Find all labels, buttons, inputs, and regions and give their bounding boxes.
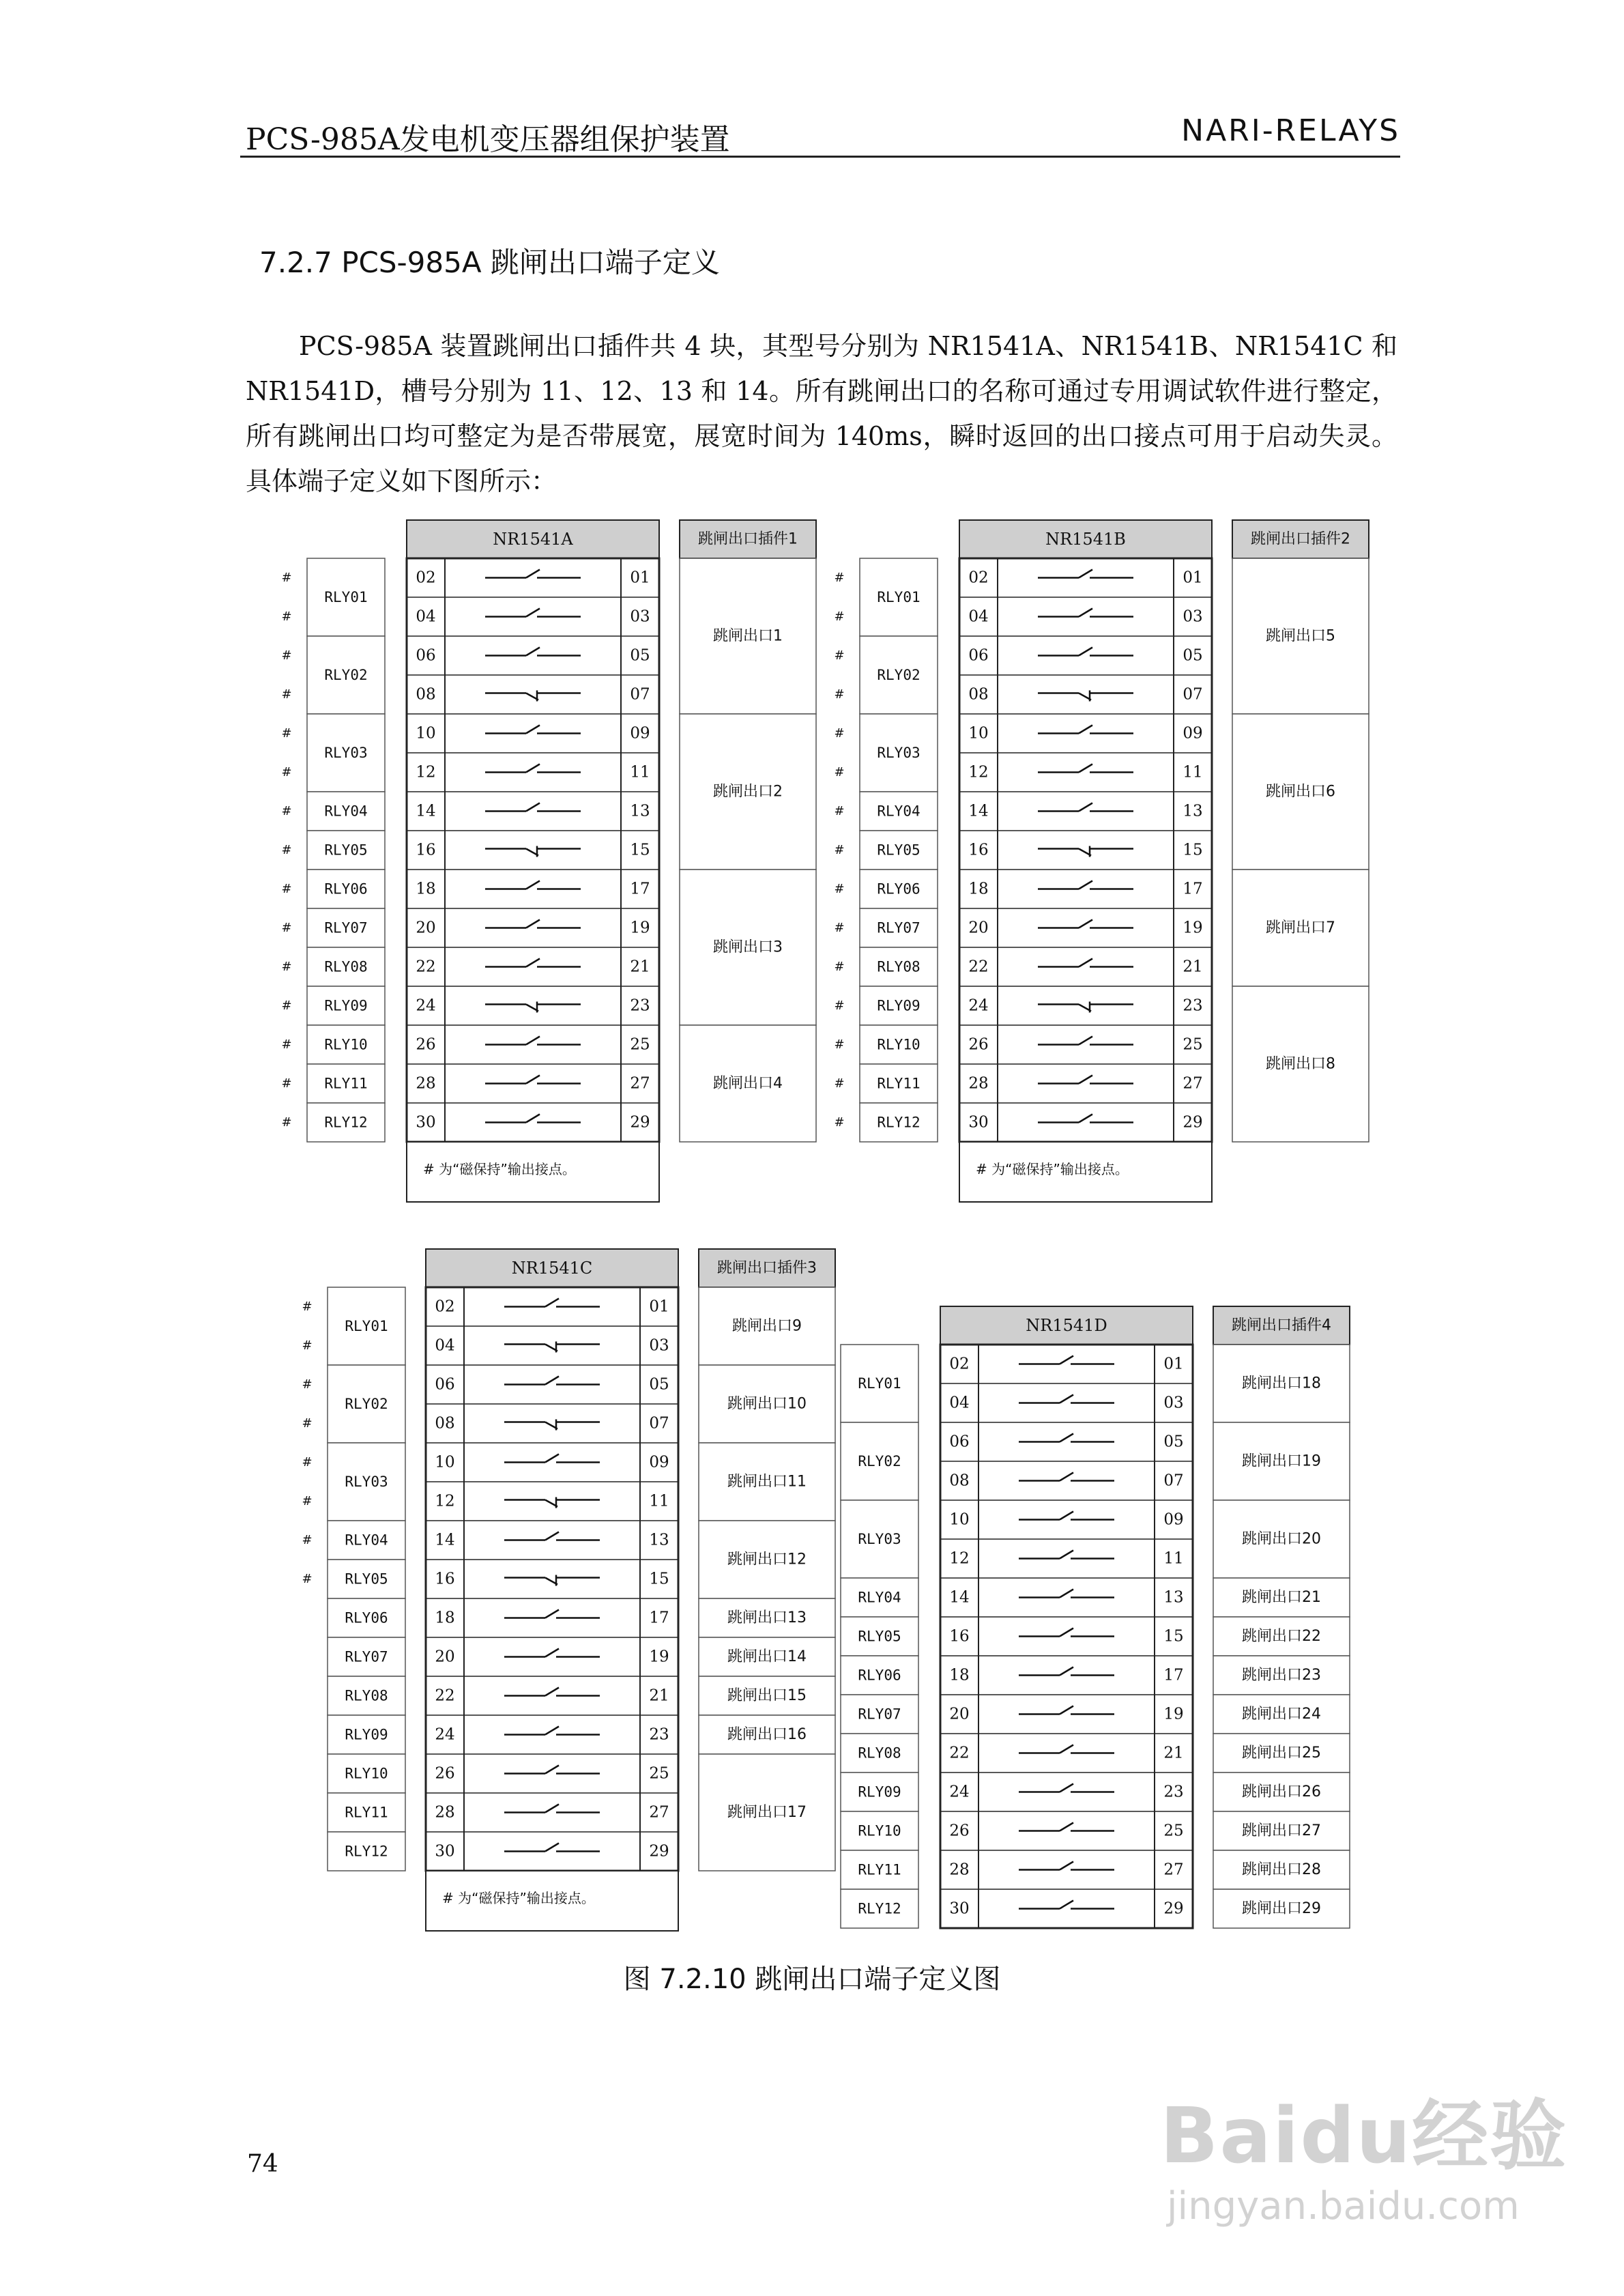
- terminal-right-number: 19: [1163, 1705, 1184, 1723]
- terminal-right-number: 09: [1183, 724, 1203, 743]
- terminal-right-number: 29: [649, 1842, 669, 1861]
- output-label: 跳闸出口6: [1266, 783, 1335, 801]
- relay-label: RLY05: [858, 1628, 901, 1645]
- magnetic-latch-hash: #: [834, 1037, 845, 1052]
- terminal-right-number: 25: [649, 1764, 669, 1783]
- terminal-right-number: 11: [1163, 1549, 1184, 1568]
- relay-label: RLY01: [858, 1375, 901, 1392]
- output-label: 跳闸出口22: [1242, 1628, 1321, 1645]
- magnetic-latch-hash: #: [281, 960, 292, 974]
- terminal-left-number: 08: [949, 1472, 970, 1490]
- terminal-right-number: 27: [1163, 1861, 1184, 1879]
- output-label: 跳闸出口26: [1242, 1783, 1321, 1800]
- relay-label: RLY11: [345, 1804, 388, 1821]
- magnetic-latch-hash: #: [302, 1455, 313, 1469]
- terminal-right-number: 29: [630, 1113, 650, 1132]
- terminal-right-number: 25: [1163, 1822, 1184, 1840]
- relay-label: RLY07: [858, 1706, 901, 1723]
- relay-label: RLY09: [858, 1783, 901, 1800]
- relay-label: RLY07: [877, 919, 920, 936]
- relay-label: RLY08: [877, 958, 920, 975]
- terminal-right-number: 11: [1183, 763, 1203, 781]
- magnetic-latch-hash: #: [834, 648, 845, 663]
- relay-label: RLY01: [345, 1318, 388, 1334]
- magnetic-latch-hash: #: [302, 1338, 313, 1353]
- magnetic-latch-hash: #: [834, 687, 845, 702]
- output-label: 跳闸出口9: [732, 1317, 802, 1335]
- terminal-left-number: 24: [416, 996, 436, 1015]
- plugin-title: 跳闸出口插件4: [1232, 1317, 1331, 1334]
- terminal-right-number: 15: [630, 841, 650, 859]
- output-label: 跳闸出口12: [727, 1551, 807, 1568]
- board-model-label: NR1541C: [511, 1259, 593, 1278]
- terminal-left-number: 26: [949, 1822, 970, 1840]
- terminal-right-number: 25: [630, 1035, 650, 1054]
- terminal-left-number: 18: [416, 880, 436, 898]
- terminal-left-number: 20: [435, 1648, 455, 1666]
- relay-label: RLY10: [858, 1822, 901, 1839]
- relay-label: RLY03: [858, 1531, 901, 1547]
- terminal-left-number: 16: [416, 841, 436, 859]
- terminal-left-number: 02: [968, 569, 989, 587]
- relay-label: RLY11: [324, 1075, 368, 1092]
- terminal-right-number: 11: [630, 763, 650, 781]
- terminal-left-number: 24: [968, 996, 989, 1015]
- relay-label: RLY05: [345, 1570, 388, 1588]
- magnetic-latch-hash: #: [834, 921, 845, 935]
- terminal-right-number: 19: [1183, 919, 1203, 937]
- terminal-left-number: 16: [949, 1627, 970, 1646]
- terminal-right-number: 23: [649, 1725, 669, 1744]
- terminal-left-number: 04: [416, 607, 436, 626]
- magnetic-latch-hash: #: [302, 1377, 313, 1392]
- terminal-left-number: 26: [435, 1764, 455, 1783]
- terminal-left-number: 06: [416, 646, 436, 665]
- magnetic-latch-hash: #: [302, 1494, 313, 1508]
- terminal-left-number: 06: [435, 1375, 455, 1394]
- terminal-right-number: 25: [1183, 1035, 1203, 1054]
- output-label: 跳闸出口14: [727, 1648, 807, 1665]
- terminal-left-number: 02: [435, 1297, 455, 1316]
- magnetic-latch-hash: #: [281, 726, 292, 741]
- magnetic-latch-hash: #: [281, 1115, 292, 1130]
- board-model-label: NR1541B: [1045, 530, 1126, 549]
- terminal-left-number: 10: [416, 724, 436, 743]
- magnetic-latch-hash: #: [302, 1533, 313, 1547]
- terminal-right-number: 05: [1163, 1433, 1184, 1451]
- magnetic-latch-hash: #: [834, 609, 845, 624]
- terminal-left-number: 30: [416, 1113, 436, 1132]
- terminal-left-number: 28: [435, 1803, 455, 1822]
- header-title: PCS-985A发电机变压器组保护装置: [246, 122, 730, 157]
- relay-label: RLY07: [345, 1648, 388, 1665]
- terminal-left-number: 24: [435, 1725, 455, 1744]
- magnetic-latch-hash: #: [281, 648, 292, 663]
- terminal-right-number: 27: [649, 1803, 669, 1822]
- output-label: 跳闸出口25: [1242, 1745, 1321, 1762]
- terminal-left-number: 06: [968, 646, 989, 665]
- terminal-right-number: 05: [649, 1375, 669, 1394]
- board-model-label: NR1541A: [493, 530, 573, 549]
- terminal-right-number: 07: [1163, 1472, 1184, 1490]
- terminal-right-number: 21: [630, 958, 650, 976]
- relay-label: RLY10: [324, 1036, 368, 1053]
- terminal-left-number: 20: [949, 1705, 970, 1723]
- terminal-left-number: 12: [949, 1549, 970, 1568]
- magnetic-latch-hash: #: [834, 960, 845, 974]
- terminal-right-number: 17: [1183, 880, 1203, 898]
- terminal-right-number: 21: [649, 1687, 669, 1705]
- terminal-right-number: 03: [630, 607, 650, 626]
- terminal-left-number: 04: [435, 1336, 455, 1355]
- terminal-right-number: 09: [1163, 1510, 1184, 1529]
- output-label: 跳闸出口21: [1242, 1589, 1321, 1606]
- relay-label: RLY06: [324, 880, 368, 898]
- terminal-right-number: 01: [630, 569, 650, 587]
- terminal-left-number: 18: [949, 1666, 970, 1684]
- terminal-right-number: 09: [649, 1453, 669, 1472]
- magnetic-latch-hash: #: [834, 1115, 845, 1130]
- terminal-left-number: 26: [968, 1035, 989, 1054]
- magnetic-latch-note: # 为“磁保持”输出接点。: [442, 1890, 595, 1906]
- terminal-left-number: 16: [435, 1570, 455, 1588]
- relay-label: RLY03: [345, 1474, 388, 1490]
- relay-label: RLY02: [345, 1396, 388, 1412]
- output-label: 跳闸出口19: [1242, 1452, 1321, 1470]
- terminal-right-number: 19: [649, 1648, 669, 1666]
- terminal-right-number: 07: [1183, 685, 1203, 704]
- terminal-right-number: 09: [630, 724, 650, 743]
- relay-label: RLY02: [877, 667, 920, 683]
- magnetic-latch-hash: #: [834, 1076, 845, 1091]
- watermark-brand: Baidu经验: [1160, 2092, 1568, 2181]
- relay-label: RLY04: [345, 1532, 388, 1549]
- relay-label: RLY12: [858, 1900, 901, 1917]
- terminal-left-number: 04: [949, 1394, 970, 1412]
- output-label: 跳闸出口23: [1242, 1667, 1321, 1684]
- output-label: 跳闸出口29: [1242, 1900, 1321, 1917]
- magnetic-latch-hash: #: [281, 687, 292, 702]
- terminal-right-number: 17: [649, 1609, 669, 1627]
- terminal-left-number: 20: [416, 919, 436, 937]
- terminal-left-number: 24: [949, 1783, 970, 1801]
- magnetic-latch-hash: #: [302, 1300, 313, 1314]
- relay-label: RLY01: [324, 589, 368, 605]
- output-label: 跳闸出口24: [1242, 1706, 1321, 1723]
- terminal-left-number: 12: [416, 763, 436, 781]
- magnetic-latch-hash: #: [834, 726, 845, 741]
- terminal-left-number: 02: [416, 569, 436, 587]
- output-label: 跳闸出口3: [713, 938, 783, 956]
- terminal-right-number: 27: [1183, 1074, 1203, 1093]
- relay-label: RLY02: [324, 667, 368, 683]
- terminal-left-number: 10: [949, 1510, 970, 1529]
- terminal-right-number: 23: [1183, 996, 1203, 1015]
- relay-label: RLY02: [858, 1453, 901, 1469]
- terminal-left-number: 04: [968, 607, 989, 626]
- terminal-right-number: 11: [649, 1492, 669, 1510]
- output-label: 跳闸出口28: [1242, 1861, 1321, 1878]
- terminal-right-number: 15: [649, 1570, 669, 1588]
- terminal-left-number: 30: [435, 1842, 455, 1861]
- plugin-title: 跳闸出口插件2: [1251, 530, 1350, 548]
- output-label: 跳闸出口17: [727, 1804, 807, 1821]
- output-label: 跳闸出口8: [1266, 1055, 1335, 1073]
- terminal-left-number: 22: [435, 1687, 455, 1705]
- terminal-left-number: 14: [416, 802, 436, 820]
- terminal-left-number: 22: [416, 958, 436, 976]
- board-nr1541a: [281, 520, 816, 1202]
- relay-label: RLY05: [324, 842, 368, 859]
- terminal-right-number: 13: [1183, 802, 1203, 820]
- magnetic-latch-hash: #: [302, 1572, 313, 1586]
- terminal-right-number: 03: [1183, 607, 1203, 626]
- magnetic-latch-hash: #: [281, 765, 292, 779]
- magnetic-latch-hash: #: [834, 882, 845, 896]
- terminal-left-number: 18: [968, 880, 989, 898]
- magnetic-latch-note: # 为“磁保持”输出接点。: [976, 1161, 1129, 1177]
- board-nr1541c: [302, 1249, 835, 1931]
- terminal-right-number: 01: [1163, 1355, 1184, 1373]
- terminal-right-number: 07: [649, 1414, 669, 1433]
- terminal-left-number: 26: [416, 1035, 436, 1054]
- relay-label: RLY09: [324, 997, 368, 1014]
- terminal-left-number: 14: [949, 1588, 970, 1607]
- terminal-left-number: 08: [416, 685, 436, 704]
- terminal-left-number: 28: [949, 1861, 970, 1879]
- terminal-left-number: 02: [949, 1355, 970, 1373]
- magnetic-latch-hash: #: [834, 843, 845, 857]
- plugin-title: 跳闸出口插件3: [717, 1259, 817, 1277]
- terminal-right-number: 07: [630, 685, 650, 704]
- board-nr1541d: [841, 1306, 1350, 1928]
- output-label: 跳闸出口7: [1266, 919, 1335, 936]
- output-label: 跳闸出口11: [727, 1473, 807, 1491]
- board-nr1541b: [834, 520, 1369, 1202]
- magnetic-latch-hash: #: [281, 882, 292, 896]
- terminal-left-number: 10: [968, 724, 989, 743]
- terminal-left-number: 12: [968, 763, 989, 781]
- relay-label: RLY09: [345, 1726, 388, 1743]
- terminal-right-number: 29: [1163, 1899, 1184, 1918]
- terminal-right-number: 29: [1183, 1113, 1203, 1132]
- output-label: 跳闸出口16: [727, 1726, 807, 1743]
- output-label: 跳闸出口20: [1242, 1530, 1321, 1548]
- terminal-right-number: 23: [630, 996, 650, 1015]
- figure-caption: 图 7.2.10 跳闸出口端子定义图: [623, 1964, 1001, 1995]
- terminal-right-number: 21: [1163, 1744, 1184, 1762]
- terminal-right-number: 13: [649, 1531, 669, 1549]
- output-label: 跳闸出口2: [713, 783, 783, 801]
- relay-label: RLY08: [858, 1745, 901, 1762]
- magnetic-latch-hash: #: [281, 843, 292, 857]
- magnetic-latch-hash: #: [281, 921, 292, 935]
- terminal-left-number: 22: [968, 958, 989, 976]
- relay-label: RLY03: [324, 745, 368, 761]
- output-label: 跳闸出口10: [727, 1395, 807, 1413]
- terminal-left-number: 20: [968, 919, 989, 937]
- plugin-title: 跳闸出口插件1: [698, 530, 798, 548]
- terminal-left-number: 10: [435, 1453, 455, 1472]
- terminal-left-number: 06: [949, 1433, 970, 1451]
- terminal-right-number: 03: [649, 1336, 669, 1355]
- terminal-left-number: 14: [435, 1531, 455, 1549]
- terminal-left-number: 28: [416, 1074, 436, 1093]
- relay-label: RLY08: [324, 958, 368, 975]
- relay-label: RLY04: [858, 1589, 901, 1606]
- terminal-left-number: 08: [435, 1414, 455, 1433]
- terminal-right-number: 13: [630, 802, 650, 820]
- terminal-left-number: 28: [968, 1074, 989, 1093]
- relay-label: RLY06: [877, 880, 920, 898]
- relay-label: RLY11: [877, 1075, 920, 1092]
- relay-label: RLY03: [877, 745, 920, 761]
- terminal-left-number: 30: [968, 1113, 989, 1132]
- magnetic-latch-hash: #: [834, 765, 845, 779]
- terminal-right-number: 23: [1163, 1783, 1184, 1801]
- terminal-right-number: 15: [1183, 841, 1203, 859]
- terminal-right-number: 17: [1163, 1666, 1184, 1684]
- output-label: 跳闸出口27: [1242, 1822, 1321, 1839]
- terminal-right-number: 01: [649, 1297, 669, 1316]
- relay-label: RLY04: [324, 803, 368, 820]
- output-label: 跳闸出口13: [727, 1609, 807, 1626]
- terminal-right-number: 01: [1183, 569, 1203, 587]
- terminal-right-number: 21: [1183, 958, 1203, 976]
- board-model-label: NR1541D: [1026, 1316, 1107, 1335]
- output-label: 跳闸出口18: [1242, 1375, 1321, 1392]
- magnetic-latch-hash: #: [302, 1416, 313, 1431]
- terminal-right-number: 15: [1163, 1627, 1184, 1646]
- relay-label: RLY11: [858, 1861, 901, 1878]
- page-number: 74: [247, 2150, 278, 2178]
- output-label: 跳闸出口4: [713, 1075, 783, 1092]
- magnetic-latch-hash: #: [281, 571, 292, 585]
- terminal-right-number: 19: [630, 919, 650, 937]
- terminal-left-number: 12: [435, 1492, 455, 1510]
- relay-label: RLY12: [345, 1843, 388, 1860]
- terminal-right-number: 05: [630, 646, 650, 665]
- magnetic-latch-hash: #: [281, 1076, 292, 1091]
- relay-label: RLY10: [345, 1765, 388, 1782]
- output-label: 跳闸出口5: [1266, 627, 1335, 645]
- terminal-left-number: 16: [968, 841, 989, 859]
- terminal-right-number: 03: [1163, 1394, 1184, 1412]
- relay-label: RLY07: [324, 919, 368, 936]
- relay-label: RLY06: [858, 1667, 901, 1684]
- terminal-right-number: 27: [630, 1074, 650, 1093]
- relay-label: RLY01: [877, 589, 920, 605]
- terminal-right-number: 17: [630, 880, 650, 898]
- watermark-url: jingyan.baidu.com: [1167, 2184, 1520, 2228]
- terminal-right-number: 05: [1183, 646, 1203, 665]
- magnetic-latch-note: # 为“磁保持”输出接点。: [423, 1161, 576, 1177]
- terminal-right-number: 13: [1163, 1588, 1184, 1607]
- relay-label: RLY09: [877, 997, 920, 1014]
- output-label: 跳闸出口15: [727, 1687, 807, 1704]
- terminal-left-number: 22: [949, 1744, 970, 1762]
- relay-label: RLY10: [877, 1036, 920, 1053]
- terminal-left-number: 08: [968, 685, 989, 704]
- relay-label: RLY04: [877, 803, 920, 820]
- relay-label: RLY12: [324, 1114, 368, 1131]
- terminal-left-number: 18: [435, 1609, 455, 1627]
- header-brand: NARI-RELAYS: [1181, 113, 1400, 148]
- magnetic-latch-hash: #: [281, 1037, 292, 1052]
- magnetic-latch-hash: #: [834, 999, 845, 1013]
- relay-label: RLY12: [877, 1114, 920, 1131]
- magnetic-latch-hash: #: [281, 609, 292, 624]
- magnetic-latch-hash: #: [281, 804, 292, 818]
- relay-label: RLY06: [345, 1609, 388, 1626]
- paragraph-text: PCS-985A 装置跳闸出口插件共 4 块，其型号分别为 NR1541A、NR1541B、NR1541C 和 NR1541D，槽号分别为 11、12、13 和 14。所有跳闸出口的名称可通过专用调试软件进行整定，所有跳闸出口均可整定为是否带展宽，展宽时间为 140ms，瞬时返回的出口接点可用于启动失灵。具体端子定义如下图所示：: [246, 331, 1397, 496]
- magnetic-latch-hash: #: [281, 999, 292, 1013]
- magnetic-latch-hash: #: [834, 804, 845, 818]
- relay-label: RLY08: [345, 1687, 388, 1704]
- terminal-left-number: 14: [968, 802, 989, 820]
- terminal-left-number: 30: [949, 1899, 970, 1918]
- section-title: 7.2.7 PCS-985A 跳闸出口端子定义: [259, 246, 720, 279]
- output-label: 跳闸出口1: [713, 627, 783, 645]
- magnetic-latch-hash: #: [834, 571, 845, 585]
- relay-label: RLY05: [877, 842, 920, 859]
